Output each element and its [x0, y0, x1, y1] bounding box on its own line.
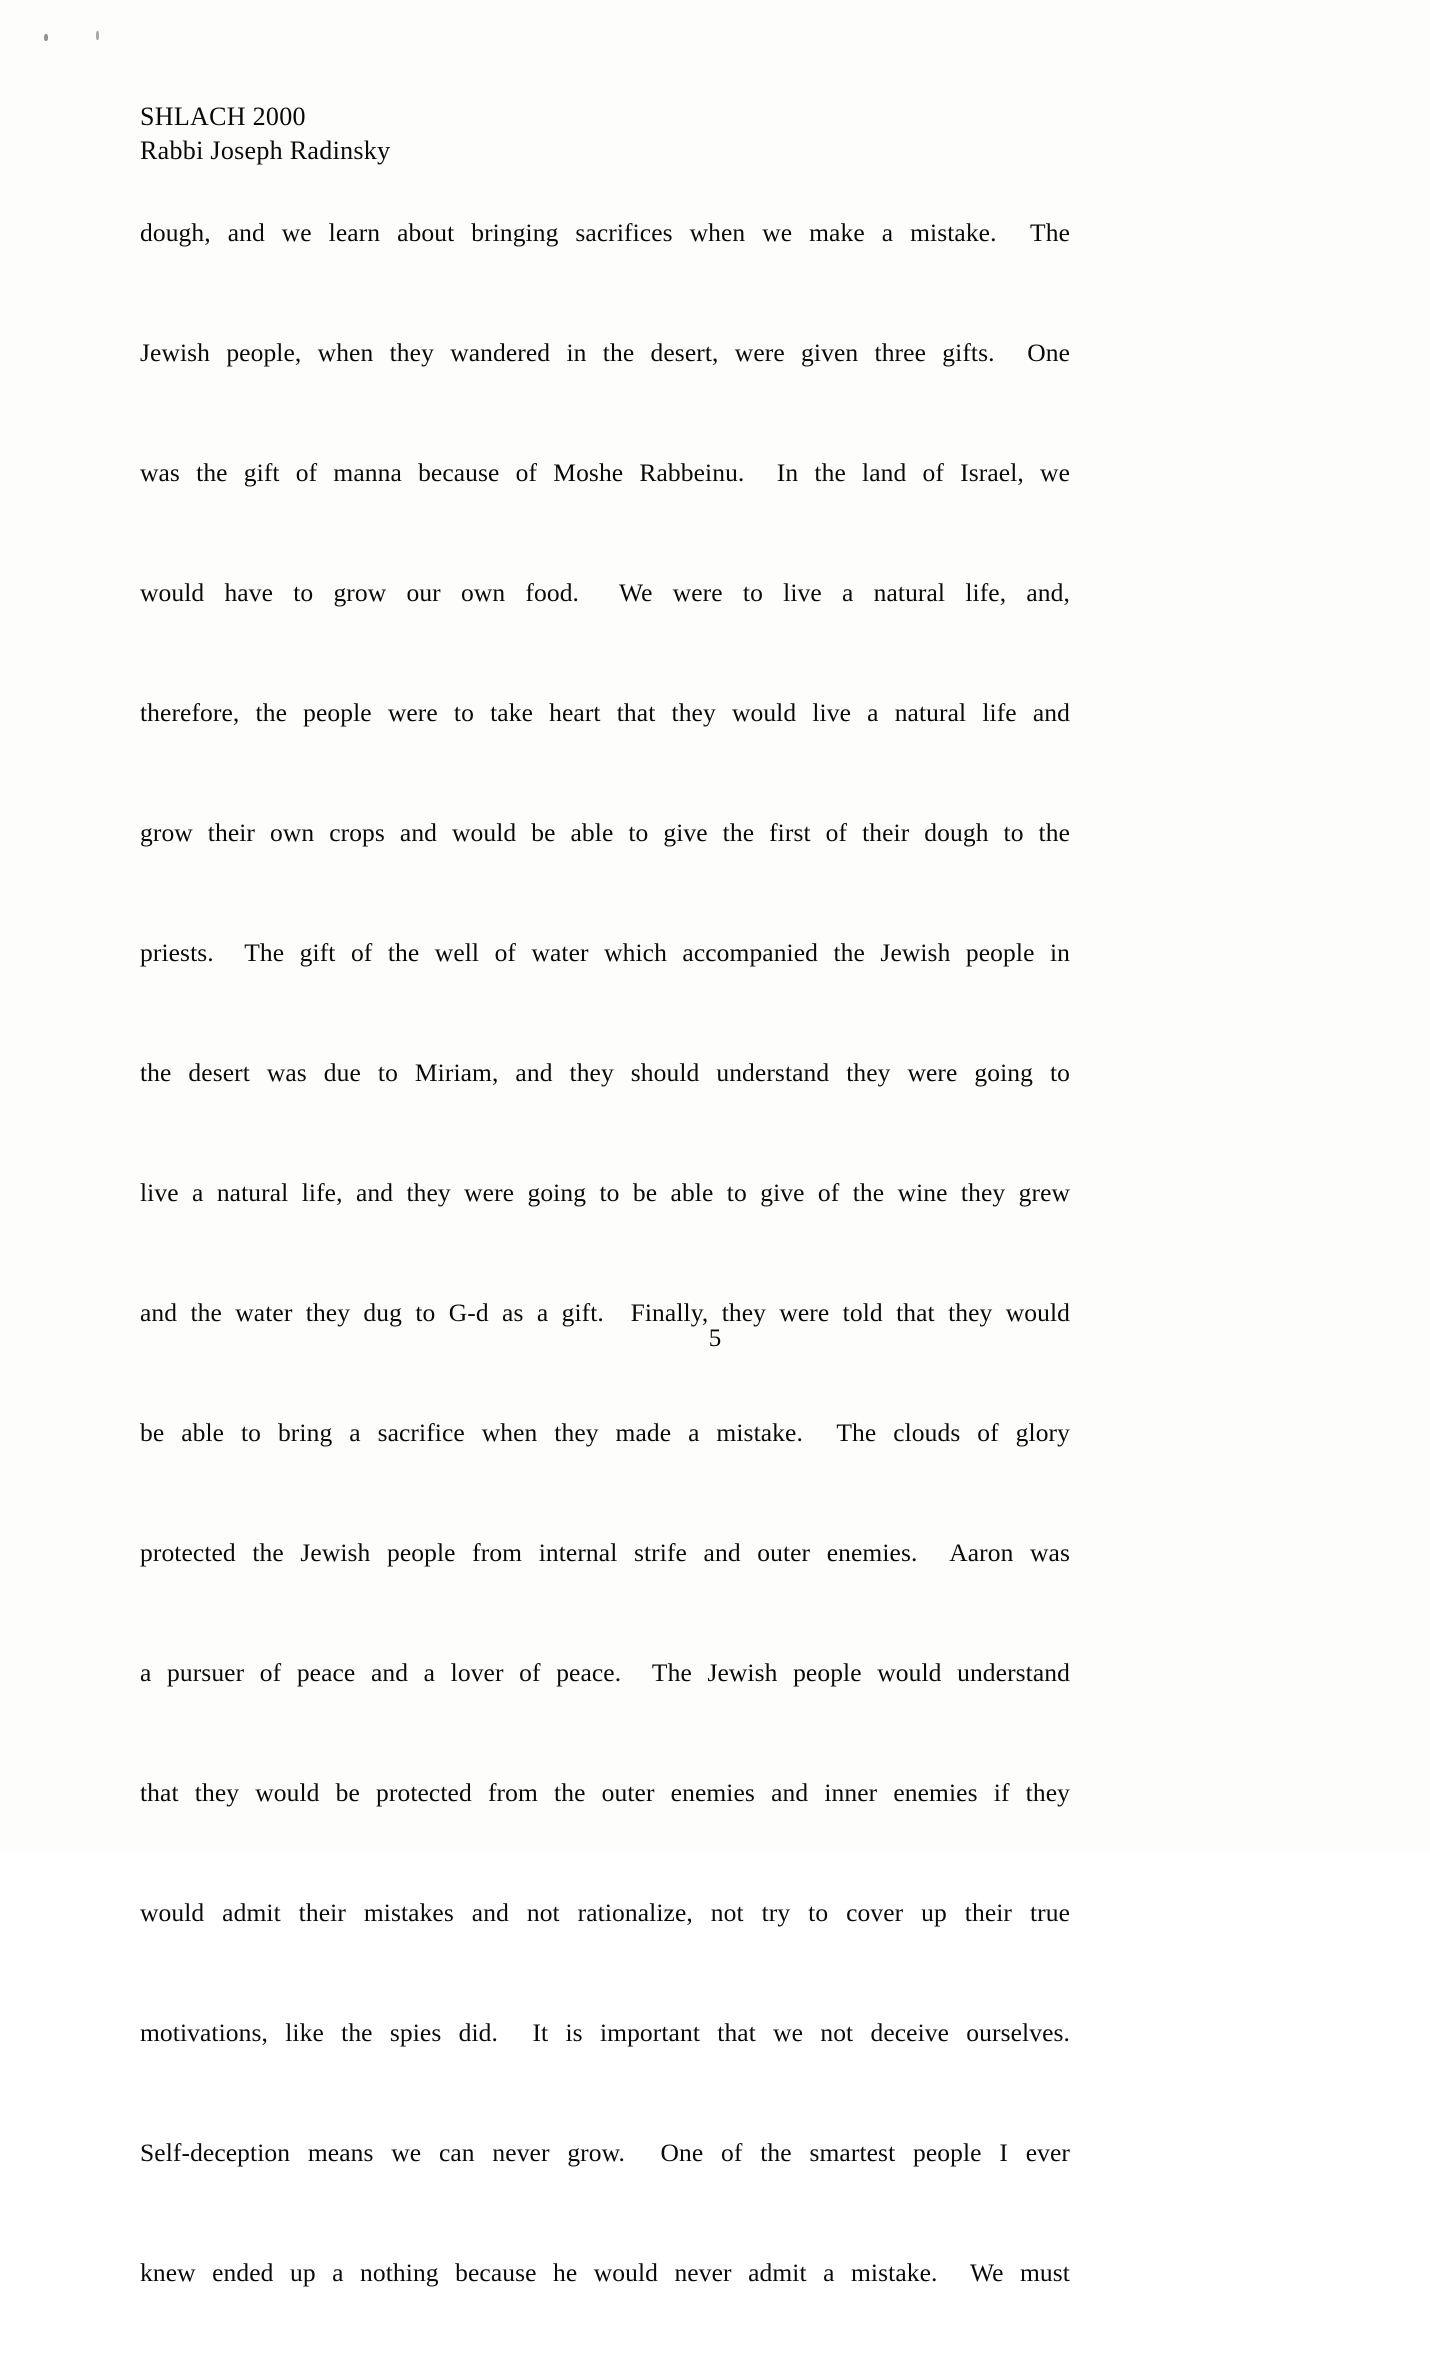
text-line: the desert was due to Miriam, and they should understand they were going to	[140, 1057, 1070, 1087]
text-line: knew ended up a nothing because he would never admit a mistake. We must	[140, 2257, 1070, 2287]
text-line: would have to grow our own food. We were to live a natural life, and,	[140, 577, 1070, 607]
text-line: and the water they dug to G-d as a gift. Finally, they were told that they would	[140, 1297, 1070, 1327]
paragraph	[140, 203, 1070, 2363]
text-line: Self-deception means we can never grow. One of the smartest people I ever	[140, 2137, 1070, 2167]
text-line: would admit their mistakes and not rationalize, not try to cover up their true	[140, 1897, 1070, 1927]
document-content	[140, 203, 1070, 2363]
text-line: priests. The gift of the well of water which accompanied the Jewish people in	[140, 937, 1070, 967]
text-line: grow their own crops and would be able to give the first of their dough to the	[140, 817, 1070, 847]
text-line: Jewish people, when they wandered in the desert, were given three gifts. One	[140, 337, 1070, 367]
document-header	[140, 100, 1070, 169]
text-line: a pursuer of peace and a lover of peace. The Jewish people would understand	[140, 1657, 1070, 1687]
text-line: protected the Jewish people from internal strife and outer enemies. Aaron was	[140, 1537, 1070, 1567]
text-line: dough, and we learn about bringing sacrifices when we make a mistake. The	[140, 217, 1070, 247]
document-text-block	[140, 100, 1070, 2363]
document-title: SHLACH 2000	[140, 102, 306, 131]
text-line: that they would be protected from the outer enemies and inner enemies if they	[140, 1777, 1070, 1807]
document-author: Rabbi Joseph Radinsky	[140, 136, 391, 166]
text-line: motivations, like the spies did. It is important that we not deceive ourselves.	[140, 2017, 1070, 2047]
text-line: live a natural life, and they were going to be able to give of the wine they grew	[140, 1177, 1070, 1207]
scan-speck-icon	[96, 31, 99, 40]
text-line: therefore, the people were to take heart that they would live a natural life and	[140, 697, 1070, 727]
text-line: be able to bring a sacrifice when they made a mistake. The clouds of glory	[140, 1417, 1070, 1447]
page-number: 5	[708, 1325, 722, 1352]
scan-speck-icon	[44, 34, 48, 41]
text-line: was the gift of manna because of Moshe Rabbeinu. In the land of Israel, we	[140, 457, 1070, 487]
